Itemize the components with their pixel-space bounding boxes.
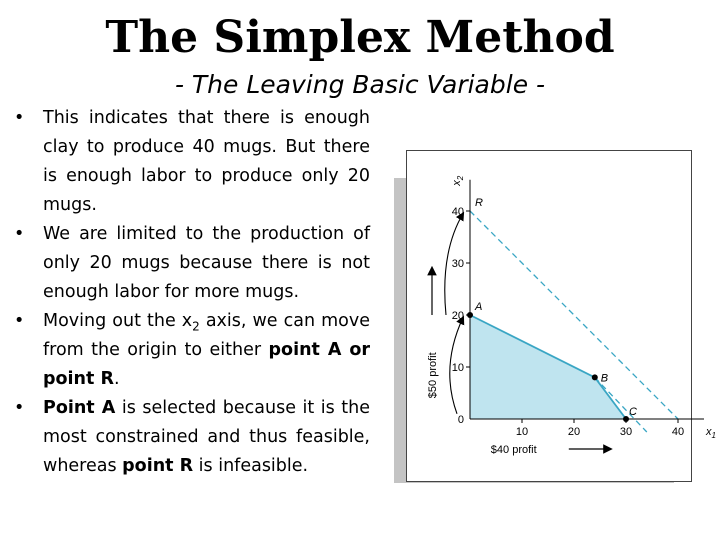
figure-frame — [406, 150, 716, 482]
bullet-item — [14, 220, 370, 307]
point-b-marker — [592, 374, 598, 380]
lp-graph — [407, 151, 716, 481]
bullet-text: We are limited to the production of only 20 mugs because there is not enough labor for more mugs. — [43, 224, 370, 302]
bullet-list — [14, 104, 370, 481]
bullet-item — [14, 394, 370, 481]
feasible-region — [470, 315, 626, 419]
x-tick-label: 30 — [619, 426, 633, 438]
x-tick-label: 10 — [515, 426, 529, 438]
y-tick-label: 30 — [451, 258, 464, 270]
bullet-bold-text: point A or point R — [43, 340, 370, 389]
bullet-marker: • — [14, 108, 25, 128]
bullet-bold-text: point R — [122, 456, 194, 476]
x-direction-label: $40 profit — [490, 444, 537, 456]
y-tick-label: 40 — [451, 206, 464, 218]
point-r-label: R — [475, 197, 483, 209]
bullet-text: axis, we can move from the origin to either — [43, 311, 370, 360]
bullet-item — [14, 104, 370, 220]
y-axis-label: $x_2$ — [451, 175, 465, 186]
bullet-text: is selected because it is the most constrained and thus feasible, whereas — [43, 398, 370, 476]
bullet-marker: • — [14, 398, 25, 418]
bullet-text: . — [113, 369, 120, 389]
point-c-label: C — [629, 406, 637, 418]
point-a-marker — [467, 312, 473, 318]
point-b-label: B — [600, 372, 609, 385]
bullet-bold-text: Point A — [43, 398, 116, 418]
bullet-marker: • — [14, 311, 25, 331]
slide-subtitle: - The Leaving Basic Variable - — [174, 70, 546, 99]
bullet-subscript: 2 — [192, 319, 200, 334]
y-tick-label: 20 — [451, 310, 464, 322]
x-tick-label: 40 — [671, 426, 685, 438]
x-axis-subscript: 1 — [711, 431, 716, 440]
bullet-text: This indicates that there is enough clay to produce 40 mugs. But there is enough labor to produce only 20 mugs. — [43, 108, 370, 215]
y-direction-label: $50 profit — [427, 352, 439, 399]
y-tick-label: 10 — [451, 362, 464, 374]
x-tick-label: 20 — [567, 426, 581, 438]
bullet-item — [14, 307, 370, 394]
origin-label: 0 — [457, 414, 464, 426]
bullet-marker: • — [14, 224, 25, 244]
bullet-text: Moving out the x — [43, 311, 193, 331]
slide-title: The Simplex Method — [105, 12, 615, 63]
bullet-text: is infeasible. — [193, 456, 309, 476]
figure-panel — [406, 150, 716, 482]
x-axis-label: $x_1$ — [706, 426, 716, 440]
point-a-label: A — [475, 301, 483, 313]
y-axis-subscript: 2 — [456, 175, 465, 181]
